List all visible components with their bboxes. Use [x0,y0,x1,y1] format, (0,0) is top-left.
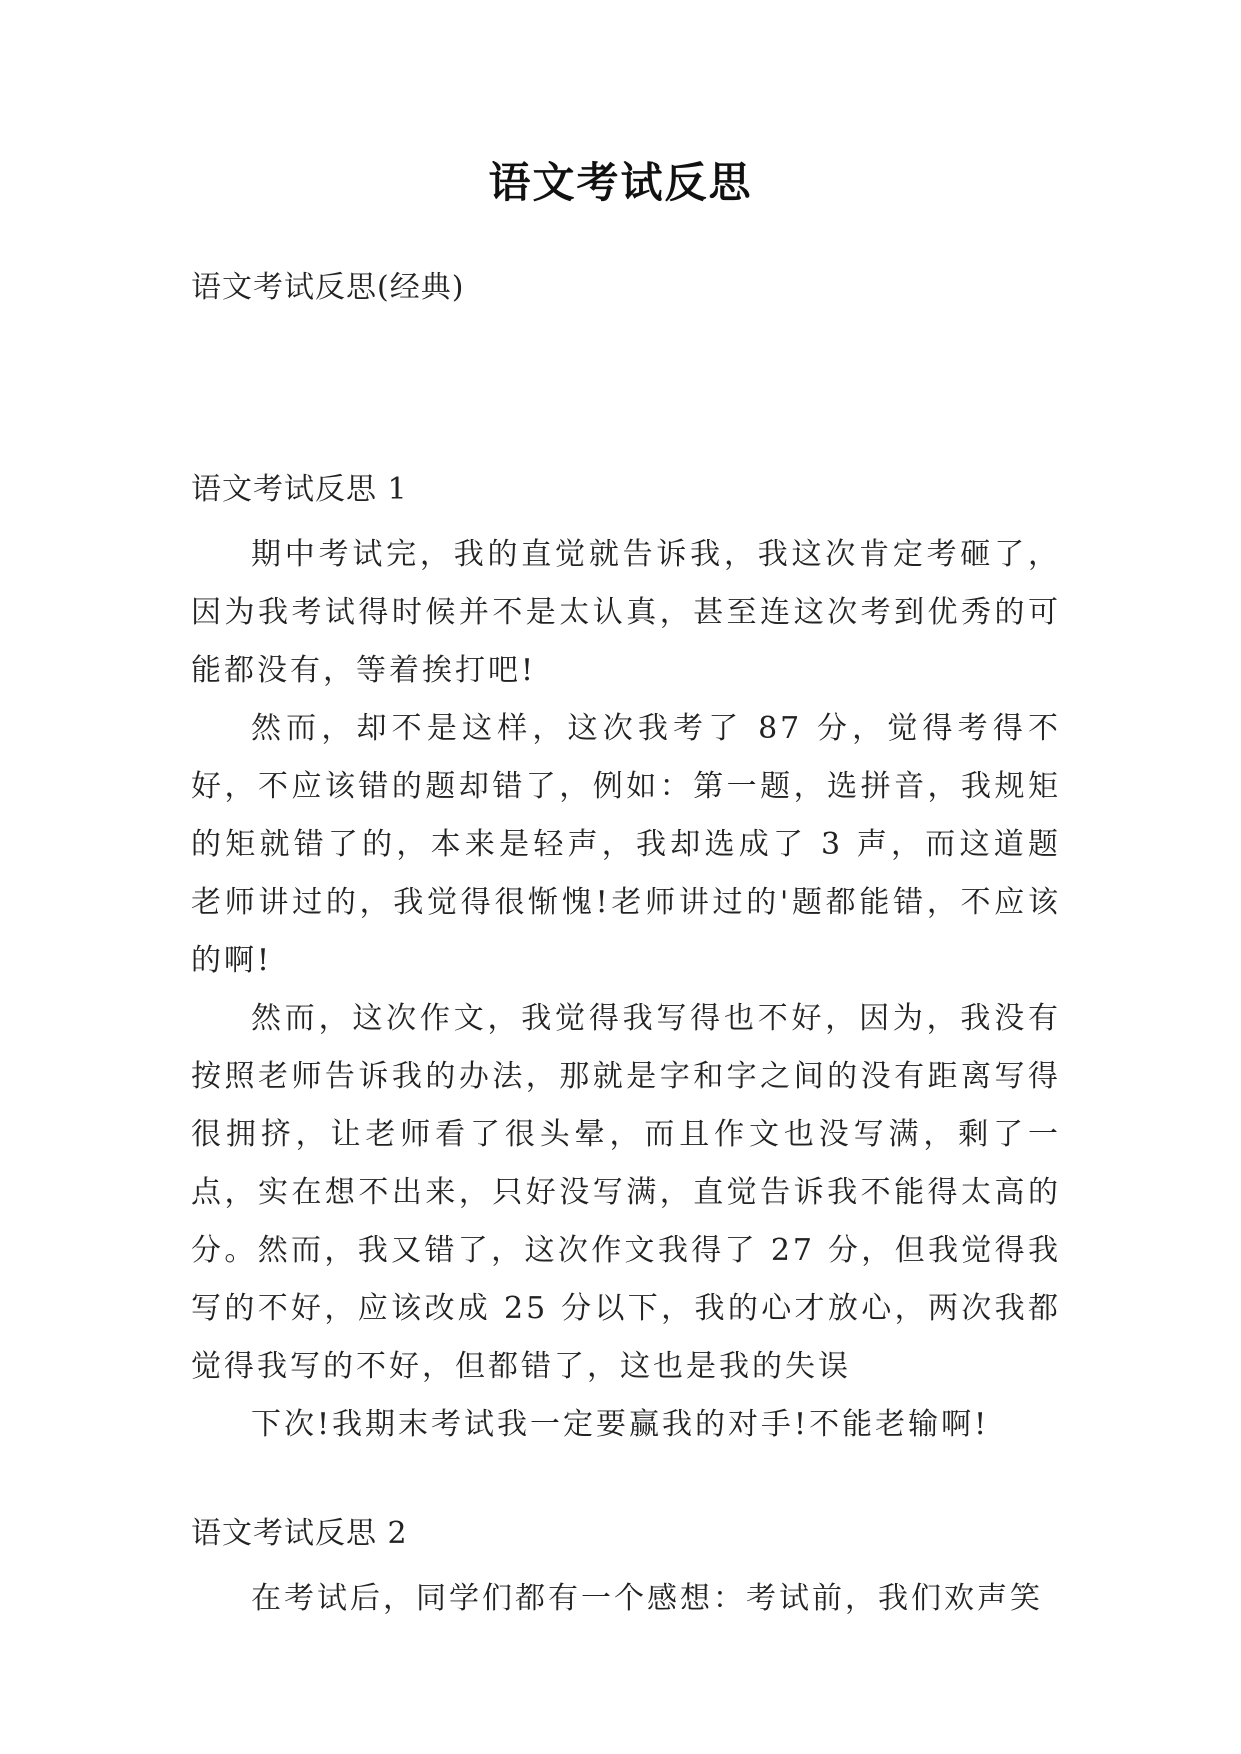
section-2 [191,1514,1061,1628]
section-heading: 语文考试反思 2 [191,1516,408,1551]
paragraph: 然而，这次作文，我觉得我写得也不好，因为，我没有按照老师告诉我的办法，那就是字和字之间的没有距离写得很拥挤，让老师看了很头晕，而且作文也没写满，剩了一点，实在想不出来，只好没写满，直觉告诉我不能得太高的分。然而，我又错了，这次作文我得了 27 分，但我觉得我写的不好，应该改成 25 分以下，我的心才放心，两次我都觉得我写的不好，但都错了，这也是我的失误 [191,1001,1061,1384]
section-heading: 语文考试反思 1 [191,472,408,507]
section-spacer [191,1454,1061,1514]
document-title: 语文考试反思 [488,158,753,207]
paragraph: 下次!我期末考试我一定要赢我的对手!不能老输啊! [251,1407,990,1442]
paragraph: 然而，却不是这样，这次我考了 87 分，觉得考得不好，不应该错的题却错了，例如：第一题，选拼音，我规矩的矩就错了的，本来是轻声，我却选成了 3 声，而这道题老师讲过的，我觉得很惭愧!老师讲过的'题都能错，不应该的啊! [191,711,1061,978]
section-1 [191,470,1061,1454]
paragraph: 在考试后，同学们都有一个感想：考试前，我们欢声笑 [251,1581,1043,1616]
paragraph: 期中考试完，我的直觉就告诉我，我这次肯定考砸了，因为我考试得时候并不是太认真，甚至连这次考到优秀的可能都没有，等着挨打吧! [191,537,1061,688]
document-subtitle: 语文考试反思(经典) [191,270,465,305]
document-body [191,470,1061,1628]
